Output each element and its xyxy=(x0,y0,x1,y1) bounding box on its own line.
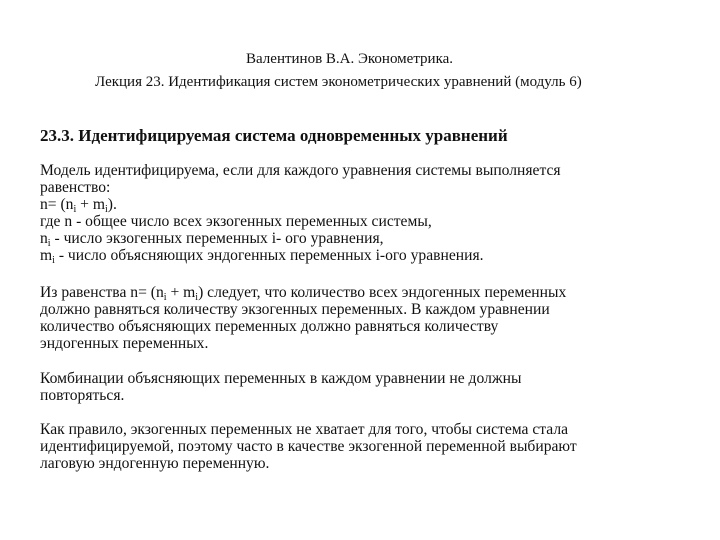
text-part: ) следует, что количество всех эндогенных переменных xyxy=(198,284,567,301)
formula-part: n= (n xyxy=(40,196,74,213)
subscript: i xyxy=(47,238,51,249)
text-line: Как правило, экзогенных переменных не хватает для того, чтобы система стала xyxy=(40,421,569,438)
text-line xyxy=(40,284,680,301)
text-line: повторяться. xyxy=(40,387,125,404)
subscript: i xyxy=(73,204,77,215)
text-part: Из равенства n= (n xyxy=(40,284,164,301)
paragraph-consequence xyxy=(40,284,680,352)
text-line: где n - общее число всех экзогенных переменных системы, xyxy=(40,213,432,230)
paragraph-definition xyxy=(40,162,680,264)
symbol: m xyxy=(40,247,53,264)
text-line xyxy=(40,247,680,264)
text-line: лаговую эндогенную переменную. xyxy=(40,455,270,472)
subscript: i xyxy=(105,204,108,215)
text-line: Модель идентифицируема, если для каждого уравнения системы выполняется xyxy=(40,162,561,179)
author-title: Валентинов В.А. Эконометрика. xyxy=(246,51,454,67)
text-line: количество объясняющих переменных должно равняться количеству xyxy=(40,318,499,335)
text-line: равенство: xyxy=(40,179,111,196)
text-part: + m xyxy=(166,284,196,301)
text-line xyxy=(40,230,680,247)
formula-line xyxy=(40,196,680,213)
text-line: должно равняться количеству экзогенных переменных. В каждом уравнении xyxy=(40,301,550,318)
paragraph-combinations xyxy=(40,370,680,404)
text-line: эндогенных переменных. xyxy=(40,335,209,352)
subscript: i xyxy=(52,255,55,266)
paragraph-rule xyxy=(40,421,680,472)
subscript: i xyxy=(163,292,167,303)
lecture-title: Лекция 23. Идентификация систем эконометрических уравнений (модуль 6) xyxy=(95,74,582,90)
formula-part: ). xyxy=(107,196,117,213)
section-heading: 23.3. Идентифицируемая система одновременных уравнений xyxy=(40,126,508,145)
subscript: i xyxy=(195,292,199,303)
formula-part: + m xyxy=(76,196,105,213)
text-part: - число объясняющих эндогенных переменных i-ого уравнения. xyxy=(54,247,484,264)
text-part: - число экзогенных переменных i- ого уравнения, xyxy=(50,230,384,247)
text-line: Комбинации объясняющих переменных в каждом уравнении не должны xyxy=(40,370,522,387)
symbol: n xyxy=(40,230,48,247)
text-line: идентифицируемой, поэтому часто в качестве экзогенной переменной выбирают xyxy=(40,438,577,455)
